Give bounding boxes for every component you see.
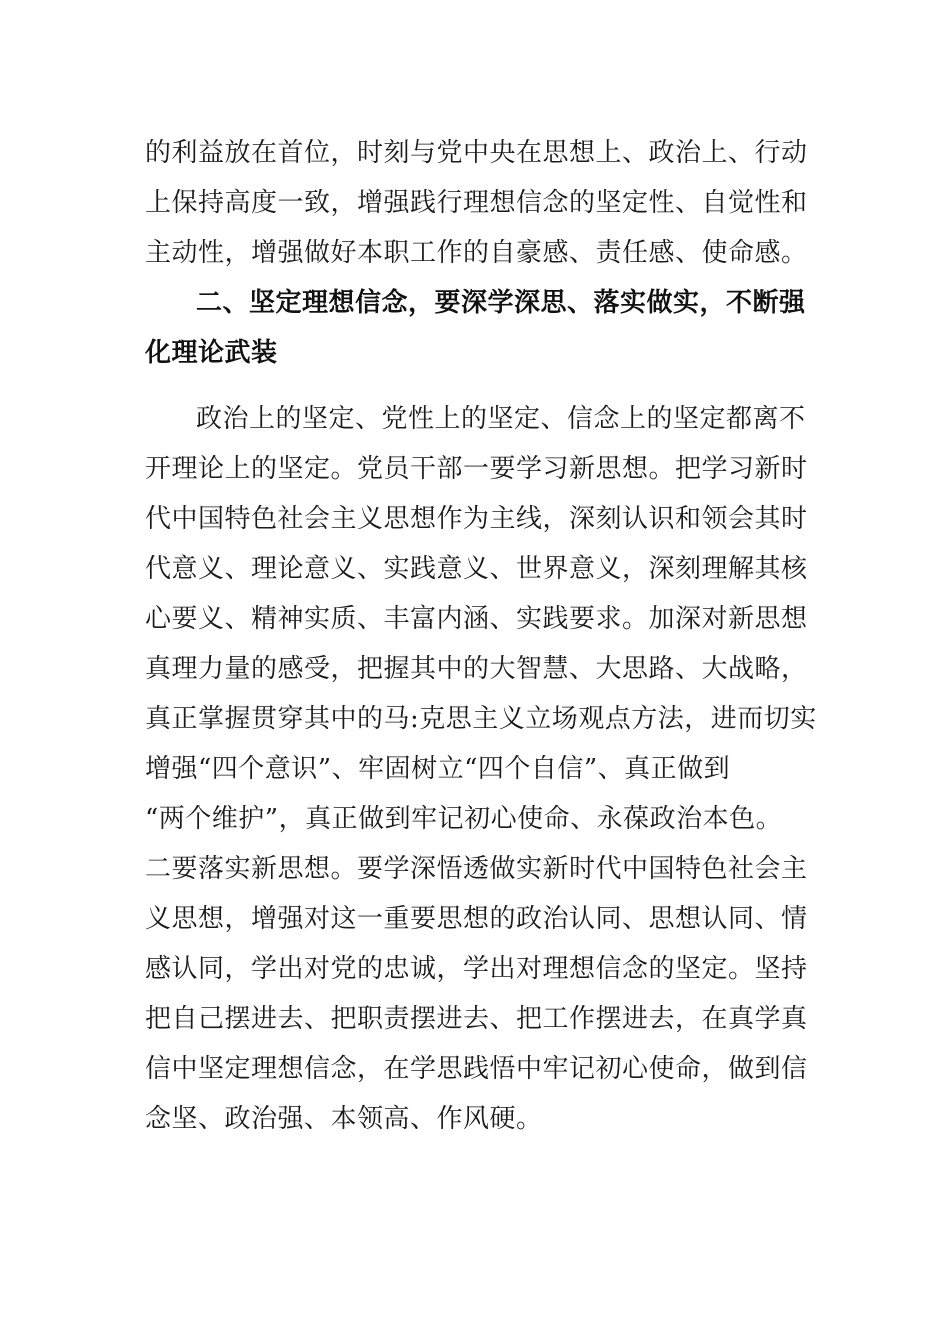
paragraph-2-line-14: 信中坚定理想信念，在学思践悟中牢记初心使命，做到信 [145,1054,808,1084]
paragraph-1-line-3: 主动性，增强做好本职工作的自豪感、责任感、使命感。 [145,238,808,268]
paragraph-1-line-2: 上保持高度一致，增强践行理想信念的坚定性、自觉性和 [145,188,808,218]
paragraph-2-line-10: 二要落实新思想。要学深悟透做实新时代中国特色社会主 [145,854,808,884]
paragraph-2-line-11: 义思想，增强对这一重要思想的政治认同、思想认同、情 [145,904,808,934]
paragraph-1-line-1: 的利益放在首位，时刻与党中央在思想上、政治上、行动 [145,138,808,168]
paragraph-2-line-6: 真理力量的感受，把握其中的大智慧、大思路、大战略， [145,654,808,684]
paragraph-2-line-12: 感认同，学出对党的忠诚，学出对理想信念的坚定。坚持 [145,954,808,984]
paragraph-2-line-5: 心要义、精神实质、丰富内涵、实践要求。加深对新思想 [145,604,808,634]
section-heading-line-2: 化理论武装 [145,338,278,368]
paragraph-2-line-2: 开理论上的坚定。党员干部一要学习新思想。把学习新时 [145,454,808,484]
paragraph-2-line-1: 政治上的坚定、党性上的坚定、信念上的坚定都离不 [196,404,806,434]
paragraph-2-line-15: 念坚、政治强、本领高、作风硬。 [145,1104,543,1134]
paragraph-2-line-9: “两个维护”，真正做到牢记初心使命、永葆政治本色。 [145,804,783,834]
paragraph-2-line-4: 代意义、理论意义、实践意义、世界意义，深刻理解其核 [145,554,808,584]
paragraph-2-line-8: 增强“四个意识”、牢固树立“四个自信”、真正做到 [145,754,731,784]
paragraph-2-line-7: 真正掌握贯穿其中的马:克思主义立场观点方法，进而切实 [145,704,817,734]
paragraph-2-line-3: 代中国特色社会主义思想作为主线，深刻认识和领会其时 [145,504,808,534]
paragraph-2-line-13: 把自己摆进去、把职责摆进去、把工作摆进去，在真学真 [145,1004,808,1034]
section-heading-line-1: 二、坚定理想信念，要深学深思、落实做实，不断强 [196,288,806,318]
